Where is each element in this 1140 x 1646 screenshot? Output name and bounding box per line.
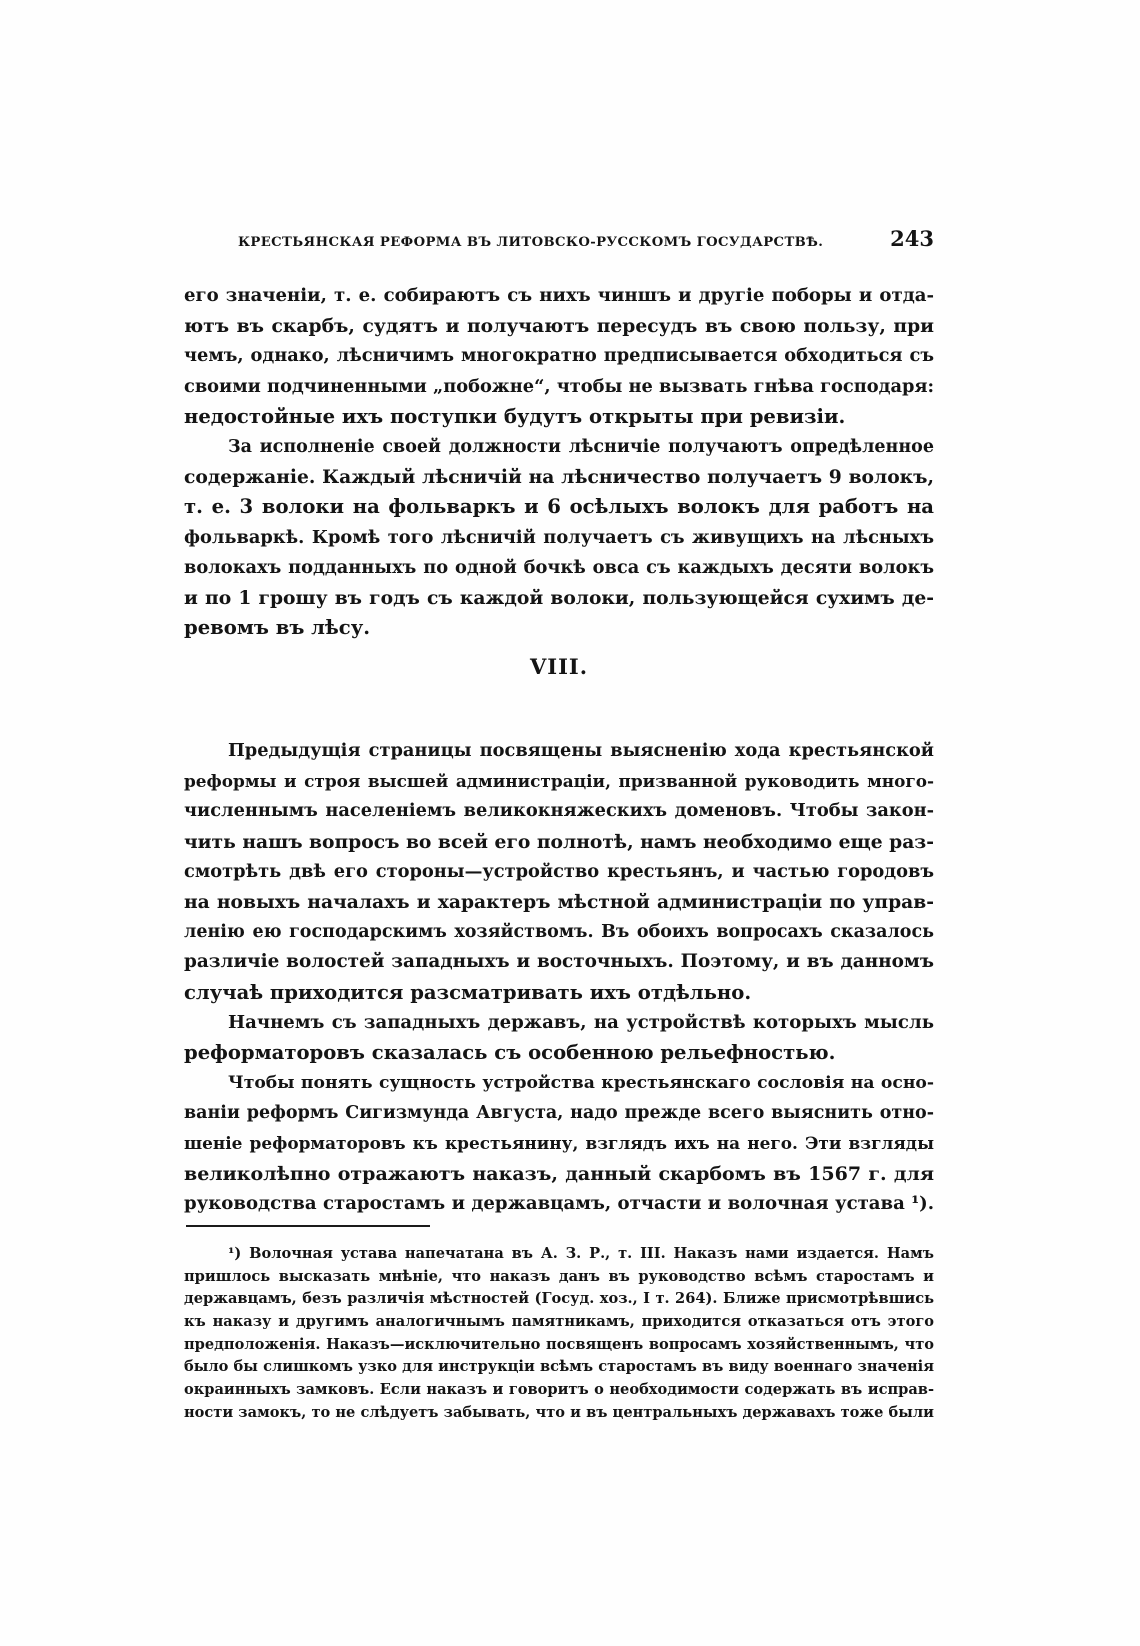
footnote-divider <box>186 1225 430 1227</box>
footnote-line: окраинныхъ замковъ. Если наказъ и говоритъ о необходимости содержать въ исправ- <box>184 1381 934 1399</box>
text-line: ваніи реформъ Сигизмунда Августа, надо прежде всего выяснить отно- <box>184 1103 934 1124</box>
text-line: различіе волостей западныхъ и восточныхъ. Поэтому, и въ данномъ <box>184 951 934 973</box>
footnote <box>184 1243 934 1425</box>
text-line: ревомъ въ лѣсу. <box>184 616 371 640</box>
text-line: на новыхъ началахъ и характеръ мѣстной администраціи по управ- <box>184 890 934 913</box>
text-line: волокахъ подданныхъ по одной бочкѣ овса съ каждыхъ десяти волокъ <box>184 556 934 578</box>
footnote-line: державцамъ, безъ различія мѣстностей (Госуд. хоз., I т. 264). Ближе присмотрѣвшись <box>184 1290 934 1308</box>
text-line: содержаніе. Каждый лѣсничій на лѣсничество получаетъ 9 волокъ, <box>184 466 934 489</box>
text-line: Чтобы понять сущность устройства крестьянскаго сословія на осно- <box>228 1073 934 1094</box>
text-line: реформаторовъ сказалась съ особенною рельефностью. <box>184 1040 836 1064</box>
running-head <box>238 226 934 260</box>
text-line: шеніе реформаторовъ къ крестьянину, взглядъ ихъ на него. Эти взгляды <box>184 1133 934 1154</box>
footnote-line: предположенія. Наказъ—исключительно посвященъ вопросамъ хозяйственнымъ, что <box>184 1335 934 1353</box>
footnote-line: къ наказу и другимъ аналогичнымъ памятникамъ, приходится отказаться отъ этого <box>184 1313 934 1331</box>
text-line: чить нашъ вопросъ во всей его полнотѣ, намъ необходимо еще раз- <box>184 830 934 853</box>
text-line: его значеніи, т. е. собираютъ съ нихъ чиншъ и другіе поборы и отда- <box>184 285 934 306</box>
footnote-line: пришлось высказать мнѣніе, что наказъ данъ въ руководство всѣмъ старостамъ и <box>184 1267 934 1285</box>
paragraph-block-forest-wardens <box>184 281 934 643</box>
text-line: Начнемъ съ западныхъ державъ, на устройствѣ которыхъ мысль <box>228 1011 934 1033</box>
text-line: ленію ею господарскимъ хозяйствомъ. Въ обоихъ вопросахъ сказалось <box>184 922 934 943</box>
section-heading: VIII. <box>529 654 589 679</box>
text-line: чемъ, однако, лѣсничимъ многократно предписывается обходиться съ <box>184 345 934 367</box>
text-line: смотрѣть двѣ его стороны—устройство крестьянъ, и частью городовъ <box>184 860 934 882</box>
text-line: фольваркѣ. Кромѣ того лѣсничій получаетъ съ живущихъ на лѣсныхъ <box>184 526 934 548</box>
text-line: недостойные ихъ поступки будутъ открыты при ревизіи. <box>184 404 846 428</box>
text-line: ютъ въ скарбъ, судятъ и получаютъ пересудъ въ свою пользу, при <box>184 315 934 338</box>
text-line: т. е. 3 волоки на фольваркъ и 6 осѣлыхъ волокъ для работъ на <box>184 495 934 519</box>
text-line: случаѣ приходится разсматривать ихъ отдѣльно. <box>184 980 752 1004</box>
text-line: Предыдущія страницы посвящены выясненію хода крестьянской <box>228 740 934 761</box>
text-line: численнымъ населеніемъ великокняжескихъ доменовъ. Чтобы закон- <box>184 800 934 822</box>
text-line: и по 1 грошу въ годъ съ каждой волоки, пользующейся сухимъ де- <box>184 586 934 609</box>
text-line: своими подчиненными „побожне“, чтобы не вызвать гнѣва господаря: <box>184 375 935 397</box>
text-line: реформы и строя высшей администраціи, призванной руководить много- <box>184 771 934 792</box>
text-line: великолѣпно отражаютъ наказъ, данный скарбомъ въ 1567 г. для <box>184 1162 934 1185</box>
paragraph-block-section-viii <box>184 736 934 1219</box>
text-line: За исполненіе своей должности лѣсничіе получаютъ опредѣленное <box>228 436 934 457</box>
footnote-line: ¹) Волочная устава напечатана въ А. З. Р., т. III. Наказъ нами издается. Намъ <box>228 1245 934 1262</box>
running-head-title: КРЕСТЬЯНСКАЯ РЕФОРМА ВЪ ЛИТОВСКО-РУССКОМЪ ГОСУДАРСТВѢ. <box>238 235 824 250</box>
text-line: руководства старостамъ и державцамъ, отчасти и волочная устава ¹). <box>184 1192 934 1214</box>
page-number: 243 <box>890 226 934 251</box>
footnote-line: было бы слишкомъ узко для инструкціи всѣмъ старостамъ въ виду военнаго значенія <box>184 1358 934 1376</box>
footnote-line: ности замокъ, то не слѣдуетъ забывать, что и въ центральныхъ державахъ тоже были <box>184 1403 934 1421</box>
